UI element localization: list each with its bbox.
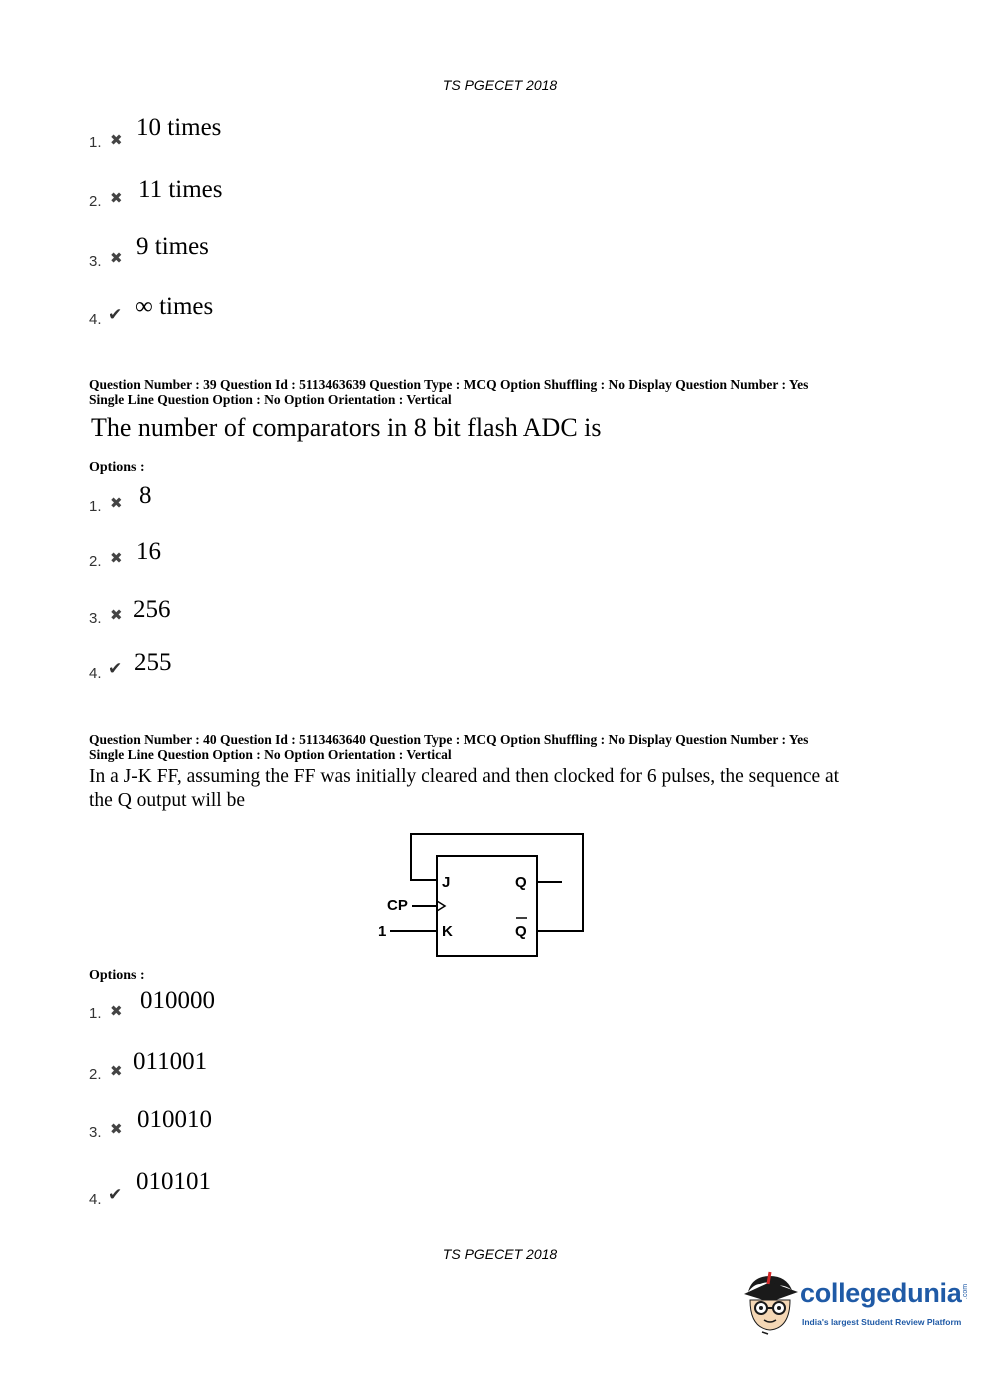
check-icon: ✔	[108, 1185, 123, 1204]
qbar-label: Q	[515, 923, 527, 940]
option-number: 3.	[89, 1124, 102, 1141]
page-header: TS PGECET 2018	[442, 77, 558, 93]
option-number: 2.	[89, 553, 102, 570]
question-text-line: the Q output will be	[89, 790, 245, 811]
option-number: 4.	[89, 665, 102, 682]
option-number: 3.	[89, 253, 102, 270]
jk-flipflop-diagram	[370, 828, 600, 968]
cross-icon: ✖	[110, 551, 123, 567]
q-label: Q	[515, 874, 527, 891]
option-text: 11 times	[138, 176, 223, 203]
cross-icon: ✖	[110, 1064, 123, 1080]
collegedunia-logo	[740, 1270, 980, 1340]
option-text: ∞ times	[135, 293, 214, 320]
option-number: 1.	[89, 134, 102, 151]
logo-tagline: India's largest Student Review Platform	[802, 1317, 962, 1327]
option-text: 8	[139, 482, 152, 509]
options-label: Options :	[89, 968, 145, 983]
option-number: 3.	[89, 610, 102, 627]
options-label: Options :	[89, 460, 145, 475]
option-number: 2.	[89, 193, 102, 210]
meta-line: Question Number : 39 Question Id : 5113463639 Question Type : MCQ Option Shuffling : No Display Question Number : Yes	[89, 377, 809, 392]
question-text-line: In a J-K FF, assuming the FF was initially cleared and then clocked for 6 pulses, the sequence at	[89, 766, 840, 787]
logo-wordmark: collegedunia	[800, 1278, 962, 1308]
option-text: 255	[134, 649, 172, 676]
option-number: 4.	[89, 1191, 102, 1208]
cross-icon: ✖	[110, 1122, 123, 1138]
logo-suffix: .com	[962, 1283, 970, 1300]
option-number: 1.	[89, 498, 102, 515]
cross-icon: ✖	[110, 251, 123, 267]
cross-icon: ✖	[110, 608, 123, 624]
k-label: K	[442, 923, 453, 940]
check-icon: ✔	[108, 305, 123, 324]
option-text: 16	[136, 538, 161, 565]
clock-triangle	[437, 901, 445, 911]
cp-label: CP	[387, 897, 408, 914]
meta-line: Question Number : 40 Question Id : 5113463640 Question Type : MCQ Option Shuffling : No Display Question Number : Yes	[89, 732, 809, 747]
mascot-icon	[740, 1270, 800, 1336]
option-text: 011001	[133, 1048, 208, 1075]
j-label: J	[442, 874, 451, 891]
cross-icon: ✖	[110, 191, 123, 207]
question-39-meta	[89, 377, 909, 407]
option-number: 2.	[89, 1066, 102, 1083]
question-40-meta	[89, 732, 909, 762]
question-39-text: The number of comparators in 8 bit flash ADC is	[91, 413, 602, 442]
option-text: 010000	[140, 987, 215, 1014]
option-text: 010010	[137, 1106, 212, 1133]
option-text: 256	[133, 596, 171, 623]
check-icon: ✔	[108, 659, 123, 678]
option-text: 010101	[136, 1168, 211, 1195]
meta-line: Single Line Question Option : No Option Orientation : Vertical	[89, 747, 452, 762]
cross-icon: ✖	[110, 1004, 123, 1020]
option-number: 4.	[89, 311, 102, 328]
option-number: 1.	[89, 1005, 102, 1022]
page-footer: TS PGECET 2018	[442, 1246, 558, 1262]
cross-icon: ✖	[110, 133, 123, 149]
option-text: 10 times	[136, 114, 222, 141]
option-text: 9 times	[136, 233, 209, 260]
meta-line: Single Line Question Option : No Option Orientation : Vertical	[89, 392, 452, 407]
flipflop-box	[437, 856, 537, 956]
cross-icon: ✖	[110, 496, 123, 512]
one-label: 1	[378, 923, 387, 940]
question-40-text	[89, 765, 909, 813]
